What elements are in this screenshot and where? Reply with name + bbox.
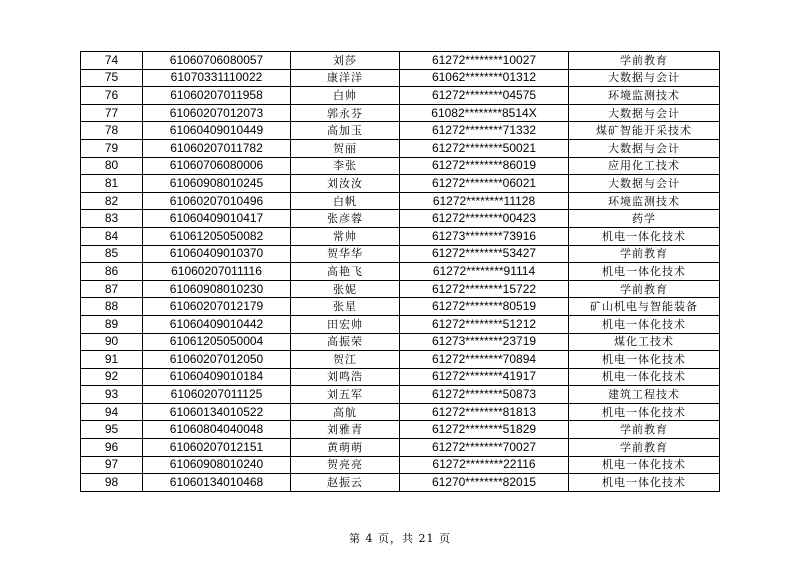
row-number: 76 [81, 87, 143, 105]
student-name: 黄萌萌 [291, 439, 400, 457]
exam-number: 61070331110022 [143, 69, 291, 87]
major: 煤化工技术 [569, 333, 720, 351]
masked-id-number: 61272********22116 [400, 456, 569, 474]
roster-table [80, 51, 720, 492]
major: 学前教育 [569, 52, 720, 70]
masked-id-number: 61272********11128 [400, 192, 569, 210]
row-number: 96 [81, 439, 143, 457]
masked-id-number: 61272********51829 [400, 421, 569, 439]
table-row [81, 210, 720, 228]
exam-number: 61060409010370 [143, 245, 291, 263]
table-row [81, 456, 720, 474]
table-row [81, 351, 720, 369]
row-number: 85 [81, 245, 143, 263]
major: 大数据与会计 [569, 104, 720, 122]
table-row [81, 192, 720, 210]
masked-id-number: 61272********91114 [400, 263, 569, 281]
table-row [81, 175, 720, 193]
exam-number: 61060409010449 [143, 122, 291, 140]
table-row [81, 280, 720, 298]
major: 机电一体化技术 [569, 456, 720, 474]
student-name: 贺华华 [291, 245, 400, 263]
major: 机电一体化技术 [569, 474, 720, 492]
major: 建筑工程技术 [569, 386, 720, 404]
masked-id-number: 61272********51212 [400, 315, 569, 333]
student-name: 高航 [291, 403, 400, 421]
student-name: 李张 [291, 157, 400, 175]
row-number: 90 [81, 333, 143, 351]
masked-id-number: 61272********00423 [400, 210, 569, 228]
exam-number: 61060207012050 [143, 351, 291, 369]
table-row [81, 439, 720, 457]
student-name: 高振荣 [291, 333, 400, 351]
student-name: 白帅 [291, 87, 400, 105]
masked-id-number: 61272********10027 [400, 52, 569, 70]
table-row [81, 421, 720, 439]
masked-id-number: 61272********70894 [400, 351, 569, 369]
major: 学前教育 [569, 439, 720, 457]
masked-id-number: 61273********23719 [400, 333, 569, 351]
exam-number: 61061205050004 [143, 333, 291, 351]
student-name: 刘汝汝 [291, 175, 400, 193]
table-row [81, 227, 720, 245]
row-number: 94 [81, 403, 143, 421]
student-name: 郭永芬 [291, 104, 400, 122]
student-name: 刘五军 [291, 386, 400, 404]
student-name: 贺丽 [291, 139, 400, 157]
masked-id-number: 61272********81813 [400, 403, 569, 421]
row-number: 95 [81, 421, 143, 439]
exam-number: 61060908010230 [143, 280, 291, 298]
exam-number: 61060706080006 [143, 157, 291, 175]
student-name: 贺亮亮 [291, 456, 400, 474]
masked-id-number: 61273********73916 [400, 227, 569, 245]
major: 学前教育 [569, 280, 720, 298]
row-number: 87 [81, 280, 143, 298]
row-number: 74 [81, 52, 143, 70]
student-name: 张彦蓉 [291, 210, 400, 228]
table-row [81, 368, 720, 386]
table-row [81, 298, 720, 316]
masked-id-number: 61272********50873 [400, 386, 569, 404]
major: 应用化工技术 [569, 157, 720, 175]
masked-id-number: 61272********53427 [400, 245, 569, 263]
masked-id-number: 61270********82015 [400, 474, 569, 492]
row-number: 79 [81, 139, 143, 157]
table-row [81, 139, 720, 157]
exam-number: 61060908010245 [143, 175, 291, 193]
row-number: 80 [81, 157, 143, 175]
exam-number: 61060706080057 [143, 52, 291, 70]
table-row [81, 69, 720, 87]
student-name: 张妮 [291, 280, 400, 298]
masked-id-number: 61272********04575 [400, 87, 569, 105]
student-name: 高艳飞 [291, 263, 400, 281]
student-name: 刘雅青 [291, 421, 400, 439]
table-row [81, 333, 720, 351]
row-number: 98 [81, 474, 143, 492]
exam-number: 61060134010522 [143, 403, 291, 421]
row-number: 91 [81, 351, 143, 369]
student-name: 张星 [291, 298, 400, 316]
table-row [81, 386, 720, 404]
table-row [81, 87, 720, 105]
exam-number: 61060207011958 [143, 87, 291, 105]
major: 机电一体化技术 [569, 227, 720, 245]
masked-id-number: 61272********50021 [400, 139, 569, 157]
exam-number: 61060409010184 [143, 368, 291, 386]
table-row [81, 52, 720, 70]
student-name: 刘莎 [291, 52, 400, 70]
masked-id-number: 61062********01312 [400, 69, 569, 87]
row-number: 75 [81, 69, 143, 87]
page-number-footer: 第 4 页，共 21 页 [349, 532, 451, 545]
row-number: 83 [81, 210, 143, 228]
exam-number: 61060207010496 [143, 192, 291, 210]
row-number: 81 [81, 175, 143, 193]
student-name: 赵振云 [291, 474, 400, 492]
student-name: 常帅 [291, 227, 400, 245]
row-number: 78 [81, 122, 143, 140]
exam-number: 61060804040048 [143, 421, 291, 439]
student-name: 白帆 [291, 192, 400, 210]
exam-number: 61060207012073 [143, 104, 291, 122]
roster-table-body [81, 52, 720, 492]
major: 机电一体化技术 [569, 351, 720, 369]
row-number: 82 [81, 192, 143, 210]
masked-id-number: 61272********86019 [400, 157, 569, 175]
masked-id-number: 61272********70027 [400, 439, 569, 457]
masked-id-number: 61272********15722 [400, 280, 569, 298]
row-number: 89 [81, 315, 143, 333]
major: 机电一体化技术 [569, 403, 720, 421]
row-number: 77 [81, 104, 143, 122]
exam-number: 61060409010417 [143, 210, 291, 228]
masked-id-number: 61272********80519 [400, 298, 569, 316]
table-row [81, 263, 720, 281]
student-name: 贺江 [291, 351, 400, 369]
exam-number: 61060207011125 [143, 386, 291, 404]
major: 药学 [569, 210, 720, 228]
major: 环境监测技术 [569, 87, 720, 105]
masked-id-number: 61272********41917 [400, 368, 569, 386]
student-name: 刘鸣浩 [291, 368, 400, 386]
table-row [81, 315, 720, 333]
table-row [81, 122, 720, 140]
major: 矿山机电与智能装备 [569, 298, 720, 316]
row-number: 97 [81, 456, 143, 474]
row-number: 93 [81, 386, 143, 404]
major: 机电一体化技术 [569, 368, 720, 386]
exam-number: 61060134010468 [143, 474, 291, 492]
table-row [81, 157, 720, 175]
table-row [81, 474, 720, 492]
major: 机电一体化技术 [569, 263, 720, 281]
masked-id-number: 61082********8514X [400, 104, 569, 122]
exam-number: 61060908010240 [143, 456, 291, 474]
exam-number: 61060207012179 [143, 298, 291, 316]
row-number: 92 [81, 368, 143, 386]
masked-id-number: 61272********06021 [400, 175, 569, 193]
table-row [81, 104, 720, 122]
exam-number: 61060207012151 [143, 439, 291, 457]
major: 大数据与会计 [569, 69, 720, 87]
exam-number: 61060207011116 [143, 263, 291, 281]
table-row [81, 245, 720, 263]
exam-number: 61060409010442 [143, 315, 291, 333]
major: 大数据与会计 [569, 139, 720, 157]
student-name: 高加玉 [291, 122, 400, 140]
major: 学前教育 [569, 245, 720, 263]
major: 机电一体化技术 [569, 315, 720, 333]
major: 学前教育 [569, 421, 720, 439]
row-number: 84 [81, 227, 143, 245]
student-name: 田宏帅 [291, 315, 400, 333]
table-row [81, 403, 720, 421]
row-number: 86 [81, 263, 143, 281]
major: 煤矿智能开采技术 [569, 122, 720, 140]
major: 大数据与会计 [569, 175, 720, 193]
row-number: 88 [81, 298, 143, 316]
exam-number: 61061205050082 [143, 227, 291, 245]
masked-id-number: 61272********71332 [400, 122, 569, 140]
major: 环境监测技术 [569, 192, 720, 210]
student-name: 康洋洋 [291, 69, 400, 87]
exam-number: 61060207011782 [143, 139, 291, 157]
